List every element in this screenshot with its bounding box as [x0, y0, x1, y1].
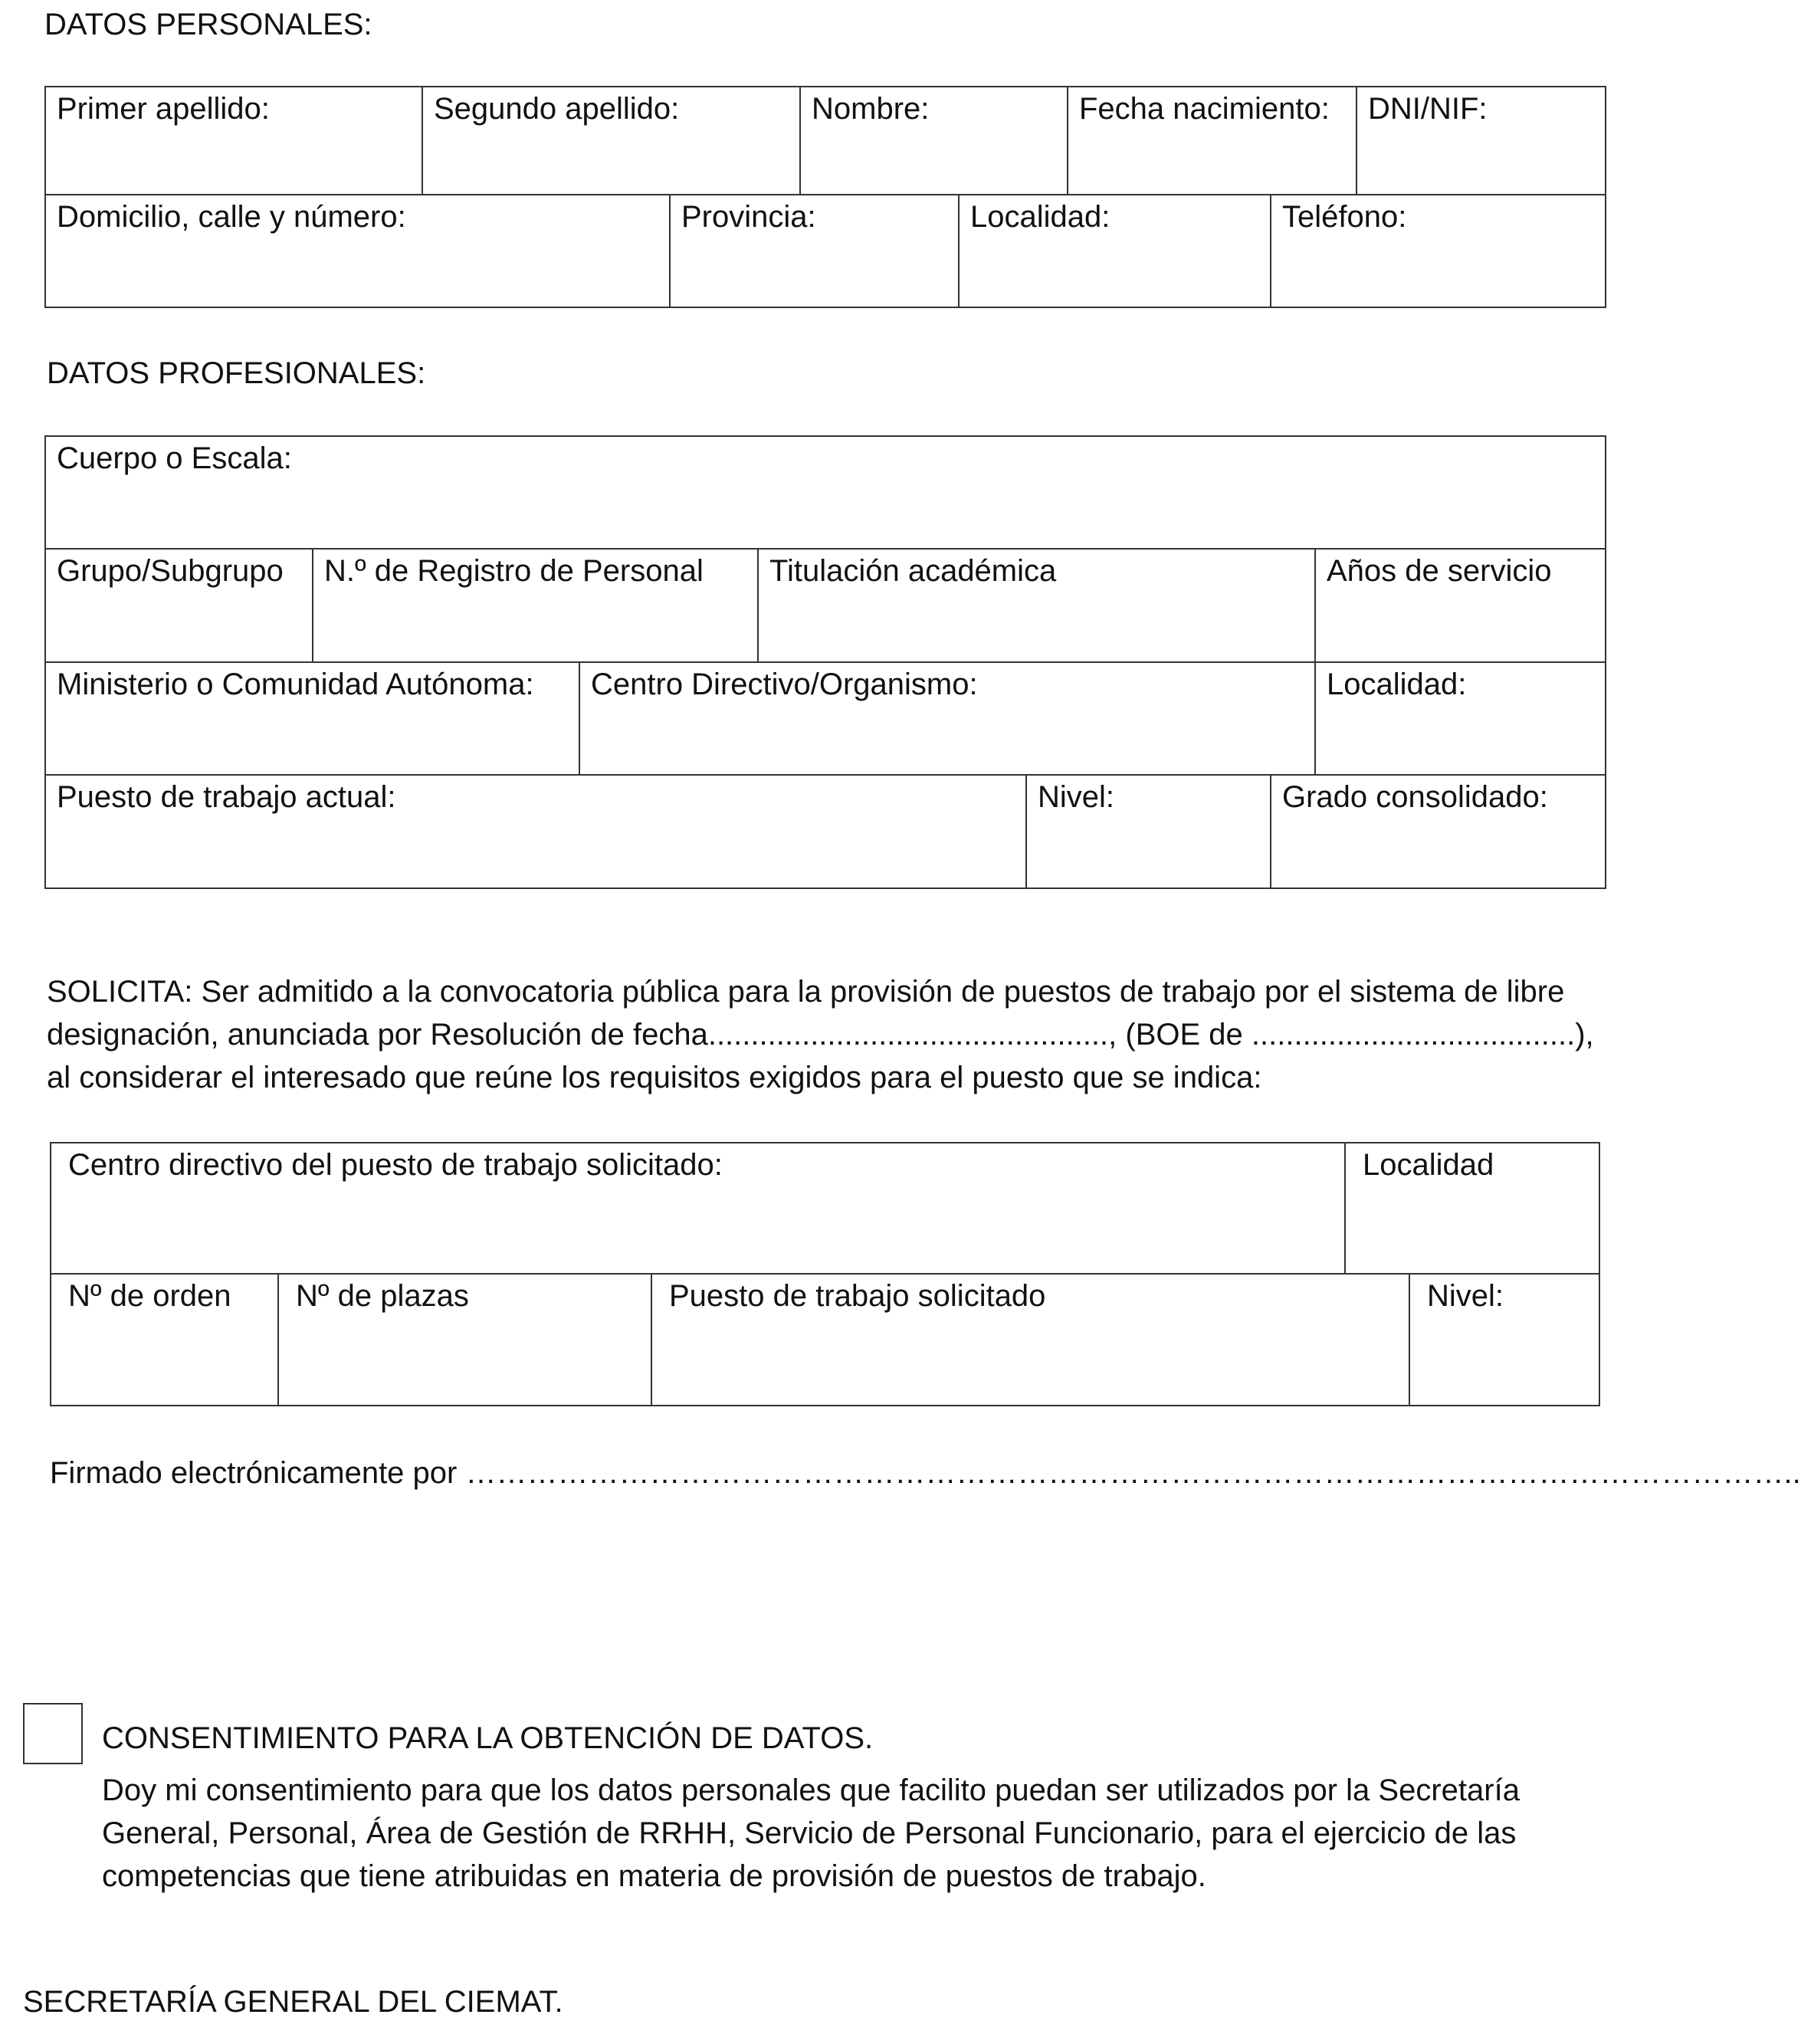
requested-post-table: [50, 1273, 1600, 1406]
request-line-3: al considerar el interesado que reúne los requisitos exigidos para el puesto que se indica:: [47, 1061, 1262, 1094]
consent-checkbox[interactable]: [23, 1703, 83, 1764]
ministry-field[interactable]: Ministerio o Comunidad Autónoma:: [45, 662, 579, 775]
locality-field[interactable]: Localidad:: [959, 195, 1271, 307]
personal-address-table: [44, 194, 1606, 308]
group-table: [44, 548, 1606, 663]
requested-level-field[interactable]: Nivel:: [1409, 1274, 1599, 1406]
phone-field[interactable]: Teléfono:: [1271, 195, 1606, 307]
consent-title: CONSENTIMIENTO PARA LA OBTENCIÓN DE DATOS.: [102, 1721, 874, 1755]
places-number-field[interactable]: Nº de plazas: [278, 1274, 651, 1406]
signature-line: Firmado electrónicamente por …………………………………………………………………………………………………………………..: [50, 1456, 1801, 1490]
personal-data-heading: DATOS PERSONALES:: [44, 8, 372, 41]
request-paragraph: [47, 973, 1610, 1096]
consent-line-1: Doy mi consentimiento para que los datos personales que facilito puedan ser utilizados por la Secretaría: [102, 1773, 1520, 1807]
requested-center-table: [50, 1142, 1600, 1275]
second-surname-field[interactable]: Segundo apellido:: [422, 87, 800, 195]
request-line-2: designación, anunciada por Resolución de fecha..............................................., (BOE de ......................................),: [47, 1018, 1594, 1052]
first-surname-field[interactable]: Primer apellido:: [45, 87, 422, 195]
registry-number-field[interactable]: N.º de Registro de Personal: [313, 549, 758, 662]
province-field[interactable]: Provincia:: [670, 195, 959, 307]
academic-degree-field[interactable]: Titulación académica: [758, 549, 1315, 662]
name-field[interactable]: Nombre:: [800, 87, 1068, 195]
order-number-field[interactable]: Nº de orden: [51, 1274, 278, 1406]
requested-center-field[interactable]: Centro directivo del puesto de trabajo solicitado:: [51, 1143, 1345, 1274]
current-post-table: [44, 774, 1606, 889]
consolidated-grade-field[interactable]: Grado consolidado:: [1271, 775, 1606, 888]
dni-nif-field[interactable]: DNI/NIF:: [1356, 87, 1606, 195]
professional-locality-field[interactable]: Localidad:: [1315, 662, 1606, 775]
footer-secretariat: SECRETARÍA GENERAL DEL CIEMAT.: [23, 1985, 563, 2019]
consent-text: [102, 1772, 1599, 1895]
current-post-field[interactable]: Puesto de trabajo actual:: [45, 775, 1026, 888]
ministry-table: [44, 661, 1606, 776]
directive-center-field[interactable]: Centro Directivo/Organismo:: [579, 662, 1315, 775]
level-field[interactable]: Nivel:: [1026, 775, 1271, 888]
request-line-1: SOLICITA: Ser admitido a la convocatoria pública para la provisión de puestos de trabajo por el sistema de libre: [47, 975, 1565, 1009]
years-of-service-field[interactable]: Años de servicio: [1315, 549, 1606, 662]
corps-scale-field[interactable]: Cuerpo o Escala:: [45, 436, 1606, 549]
consent-line-2: General, Personal, Área de Gestión de RRHH, Servicio de Personal Funcionario, para el ejercicio de las: [102, 1816, 1517, 1850]
requested-post-field[interactable]: Puesto de trabajo solicitado: [651, 1274, 1409, 1406]
requested-locality-field[interactable]: Localidad: [1345, 1143, 1599, 1274]
professional-data-heading: DATOS PROFESIONALES:: [47, 356, 426, 390]
address-field[interactable]: Domicilio, calle y número:: [45, 195, 670, 307]
personal-data-table: [44, 86, 1606, 195]
consent-line-3: competencias que tiene atribuidas en materia de provisión de puestos de trabajo.: [102, 1859, 1206, 1893]
birth-date-field[interactable]: Fecha nacimiento:: [1068, 87, 1356, 195]
corps-table: [44, 435, 1606, 550]
group-subgroup-field[interactable]: Grupo/Subgrupo: [45, 549, 313, 662]
